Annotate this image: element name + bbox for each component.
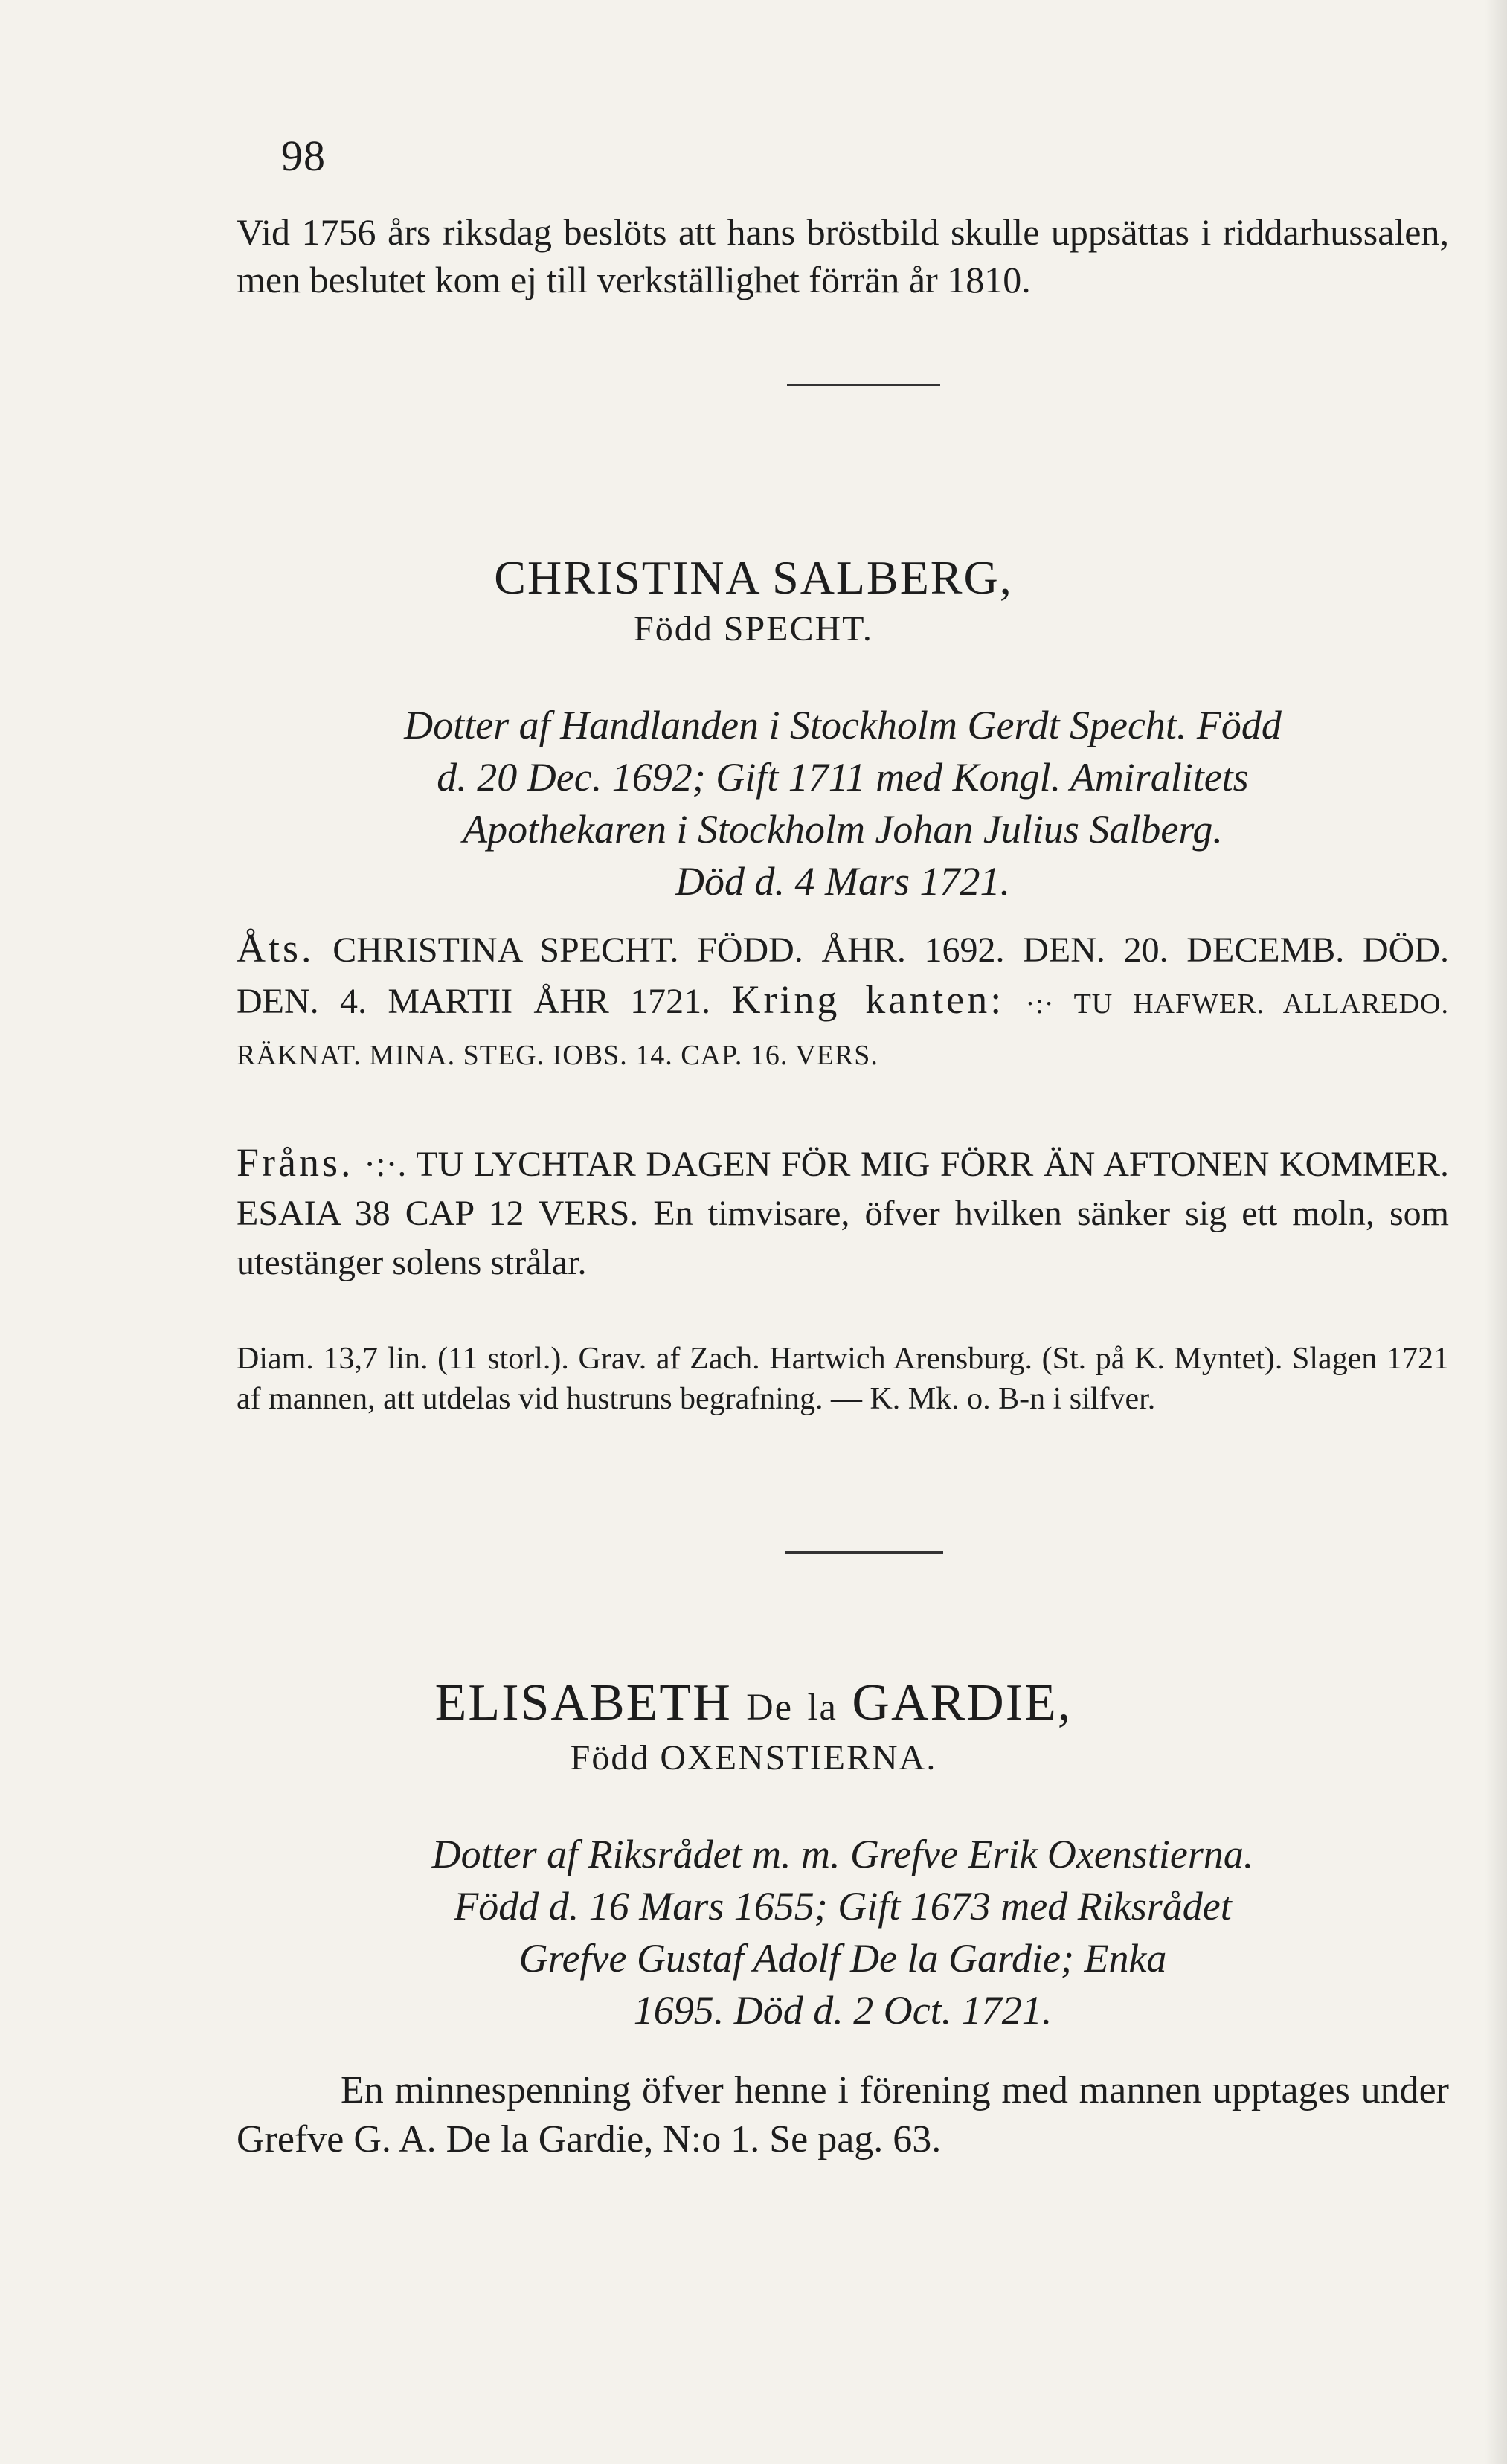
entry2-name — [0, 1673, 1507, 1733]
entry2-name-part: GARDIE, — [837, 1674, 1073, 1731]
obverse-text: CHRISTINA SPECHT. FÖDD. ÅHR. 1692. DEN. 20. DECEMB. DÖD. DEN. 4. MARTII ÅHR 1721. — [237, 930, 1449, 1021]
section-divider — [785, 1551, 943, 1554]
entry1-details: Diam. 13,7 lin. (11 storl.). Grav. af Zach. Hartwich Arensburg. (St. på K. Myntet). Slagen 1721 af mannen, att utdelas vid hustruns begrafning. — K. Mk. o. B-n i silfver. — [237, 1342, 1449, 1416]
entry1-name: CHRISTINA SALBERG, — [494, 551, 1013, 604]
entry2-subtitle — [0, 1737, 1507, 1778]
entry1-desc-line: Apothekaren i Stockholm Johan Julius Salberg. — [463, 807, 1223, 852]
entry2-subtitle-name: OXENSTIERNA. — [660, 1738, 937, 1778]
page-edge-shadow — [1485, 0, 1507, 2464]
entry1-obverse — [237, 924, 1449, 1080]
entry2-note: En minnespenning öfver henne i förening med mannen upptages under Grefve G. A. De la Gardie, N:o 1. Se pag. 63. — [237, 2069, 1449, 2161]
entry2-name-part: ELISABETH — [434, 1674, 747, 1731]
entry1-subtitle-prefix: Född — [634, 609, 713, 649]
reverse-text: ·:·. TU LYCHTAR DAGEN FÖR MIG FÖRR ÄN AFTONEN KOMMER. ESAIA 38 CAP 12 VERS. — [237, 1145, 1450, 1233]
entry1-subtitle-name: SPECHT. — [723, 609, 873, 649]
section-divider — [787, 384, 940, 386]
entry1-desc-line: d. 20 Dec. 1692; Gift 1711 med Kongl. Amiralitets — [437, 755, 1249, 800]
entry1-desc-line: Död d. 4 Mars 1721. — [675, 859, 1010, 904]
intro-paragraph: Vid 1756 års riksdag beslöts att hans bröstbild skulle uppsättas i riddarhussalen, men beslutet kom ej till verkställighet förrän år 1810. — [237, 211, 1449, 300]
entry2-name-particle: la — [807, 1686, 838, 1728]
entry1-reverse — [237, 1138, 1449, 1287]
entry2-desc-line: 1695. Död d. 2 Oct. 1721. — [633, 1988, 1053, 2033]
obverse-label: Åts. — [237, 926, 315, 971]
reverse-description: En timvisare, öfver hvilken sänker sig ett moln, som utestänger solens strålar. — [237, 1194, 1450, 1282]
entry2-desc-line: Grefve Gustaf Adolf De la Gardie; Enka — [518, 1936, 1167, 1981]
entry1-description — [237, 699, 1449, 907]
entry2-subtitle-prefix: Född — [570, 1738, 650, 1778]
page-number: 98 — [281, 132, 326, 180]
edge-label: Kring kanten: — [731, 977, 1005, 1022]
reverse-label: Fråns. — [237, 1140, 354, 1185]
entry1-subtitle — [0, 608, 1507, 649]
entry2-desc-line: Dotter af Riksrådet m. m. Grefve Erik Oxenstierna. — [431, 1832, 1254, 1876]
entry2-name-particle: De — [746, 1686, 794, 1728]
entry2-description — [237, 1828, 1449, 2036]
edge-text: ·:· TU HAFWER. ALLAREDO. RÄKNAT. MINA. STEG. IOBS. 14. CAP. 16. VERS. — [237, 988, 1450, 1071]
entry2-desc-line: Född d. 16 Mars 1655; Gift 1673 med Riksrådet — [454, 1884, 1232, 1929]
entry1-desc-line: Dotter af Handlanden i Stockholm Gerdt Specht. Född — [404, 703, 1282, 747]
